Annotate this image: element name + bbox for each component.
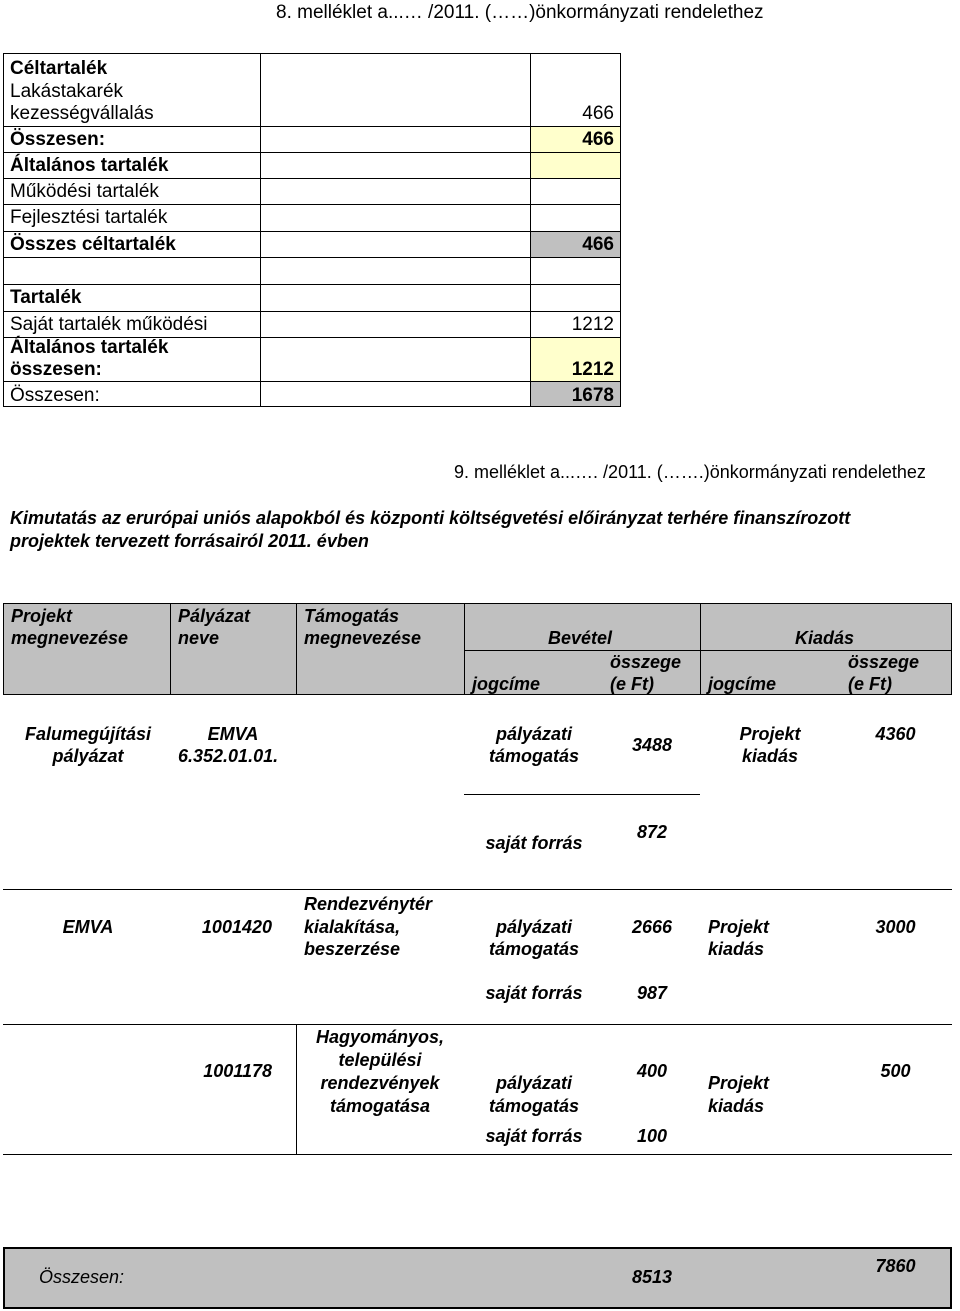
r3-palyazat: 1001178 xyxy=(203,1061,272,1081)
r3-tamogatas-4: támogatása xyxy=(329,1096,431,1116)
row-value-sajat-tartalek: 1212 xyxy=(571,314,614,335)
row-label-tartalek: Tartalék xyxy=(10,287,82,308)
r1-sajat-forras: saját forrás xyxy=(485,833,583,853)
row-label-celtartalek: Céltartalék xyxy=(10,58,108,79)
r3-tamogatas-2: települési xyxy=(338,1050,422,1070)
row-label-kezessegvallalas: kezességvállalás xyxy=(10,103,154,124)
r1-bevetel-jogcime-2: támogatás xyxy=(488,746,580,766)
r1-projekt-2: pályázat xyxy=(52,746,124,766)
th-kiadas-osszege-1: összege xyxy=(848,652,920,672)
r2-palyazat: 1001420 xyxy=(201,917,272,937)
r2-projekt: EMVA xyxy=(62,917,114,937)
r2-bevetel-osszege: 2666 xyxy=(631,917,673,937)
general-reserve-cell-yellow xyxy=(531,152,620,178)
r1-sajat-forras-osszege: 872 xyxy=(636,822,668,842)
row-value-kezessegvallalas: 466 xyxy=(582,103,614,124)
r3-sajat-forras: saját forrás xyxy=(485,1126,583,1146)
th-bevetel-osszege-1: összege xyxy=(610,652,682,672)
r1-palyazat-2: 6.352.01.01. xyxy=(178,746,279,766)
row-label-osszesen-2: Összesen: xyxy=(10,385,100,406)
total-bevetel: 8513 xyxy=(631,1267,673,1287)
row-value-osszesen-2: 1678 xyxy=(571,385,614,406)
th-palyazat-2: neve xyxy=(178,628,220,648)
th-tamogatas-1: Támogatás xyxy=(304,606,400,626)
row-label-mukodesi-tartalek: Működési tartalék xyxy=(10,181,159,202)
row-label-altalanos-tartalek-osszesen-1: Általános tartalék xyxy=(10,337,169,358)
row-value-osszes-celtartalek: 466 xyxy=(582,234,614,255)
th-projekt-2: megnevezése xyxy=(11,628,129,648)
r1-bevetel-jogcime-1: pályázati xyxy=(495,724,573,744)
r2-bevetel-jogcime-1: pályázati xyxy=(495,917,573,937)
row-label-altalanos-tartalek-osszesen-2: összesen: xyxy=(10,359,102,380)
total-label: Összesen: xyxy=(39,1267,125,1287)
row-label-sajat-tartalek: Saját tartalék működési xyxy=(10,314,208,335)
th-palyazat-1: Pályázat xyxy=(178,606,251,626)
r3-tamogatas-1: Hagyományos, xyxy=(315,1027,445,1047)
title-line-1: Kimutatás az erurópai uniós alapokból és központi költségvetési előirányzat terhére finanszírozott xyxy=(10,508,851,528)
th-kiadas-osszege-2: (e Ft) xyxy=(848,674,892,694)
row-label-osszesen-1: Összesen: xyxy=(10,129,106,150)
r2-kiadas-jogcime-2: kiadás xyxy=(708,939,765,959)
r1-kiadas-jogcime-1: Projekt xyxy=(739,724,801,744)
r3-kiadas-osszege: 500 xyxy=(880,1061,911,1081)
header-annex-9: 9. melléklet a...…. /2011. (…….)önkormányzati rendelethez xyxy=(454,462,926,482)
r2-sajat-forras-osszege: 987 xyxy=(636,983,668,1003)
r1-bevetel-osszege: 3488 xyxy=(631,735,673,755)
r2-sajat-forras: saját forrás xyxy=(485,983,583,1003)
r2-kiadas-osszege: 3000 xyxy=(875,917,916,937)
r3-tamogatas-3: rendezvények xyxy=(320,1073,440,1093)
r2-tamogatas-3: beszerzése xyxy=(304,939,401,959)
r3-bevetel-jogcime-1: pályázati xyxy=(495,1073,573,1093)
r2-tamogatas-2: kialakítása, xyxy=(304,917,401,937)
row-label-lakastakarek: Lakástakarék xyxy=(10,81,124,102)
title-line-2: projektek tervezett forrásairól 2011. évben xyxy=(10,531,369,551)
th-bevetel-osszege-2: (e Ft) xyxy=(610,674,654,694)
th-projekt-1: Projekt xyxy=(11,606,73,626)
th-bevetel: Bevétel xyxy=(548,628,613,648)
r2-bevetel-jogcime-2: támogatás xyxy=(488,939,580,959)
r2-kiadas-jogcime-1: Projekt xyxy=(708,917,770,937)
row-value-altalanos-tartalek-osszesen: 1212 xyxy=(571,359,614,380)
r3-kiadas-jogcime-2: kiadás xyxy=(708,1096,765,1116)
row-value-osszesen-1: 466 xyxy=(582,129,614,150)
th-tamogatas-2: megnevezése xyxy=(304,628,422,648)
r1-projekt-1: Falumegújítási xyxy=(24,724,152,744)
th-bevetel-jogcime: jogcíme xyxy=(472,674,541,694)
row-label-fejlesztesi-tartalek: Fejlesztési tartalék xyxy=(10,207,168,228)
header-annex-8: 8. melléklet a...… /2011. (……)önkormányzati rendelethez xyxy=(276,2,764,23)
r1-kiadas-jogcime-2: kiadás xyxy=(741,746,799,766)
row-label-altalanos-tartalek: Általános tartalék xyxy=(10,155,169,176)
total-kiadas: 7860 xyxy=(875,1256,916,1276)
th-kiadas: Kiadás xyxy=(795,628,855,648)
row-label-osszes-celtartalek: Összes céltartalék xyxy=(10,234,176,255)
r1-kiadas-osszege: 4360 xyxy=(875,724,916,744)
r3-bevetel-jogcime-2: támogatás xyxy=(488,1096,580,1116)
total-row-shading xyxy=(3,1248,951,1308)
r1-palyazat-1: EMVA xyxy=(207,724,259,744)
r3-kiadas-jogcime-1: Projekt xyxy=(708,1073,770,1093)
r3-sajat-forras-osszege: 100 xyxy=(636,1126,668,1146)
th-kiadas-jogcime: jogcíme xyxy=(708,674,777,694)
r2-tamogatas-1: Rendezvénytér xyxy=(304,894,433,914)
r3-bevetel-osszege: 400 xyxy=(636,1061,668,1081)
